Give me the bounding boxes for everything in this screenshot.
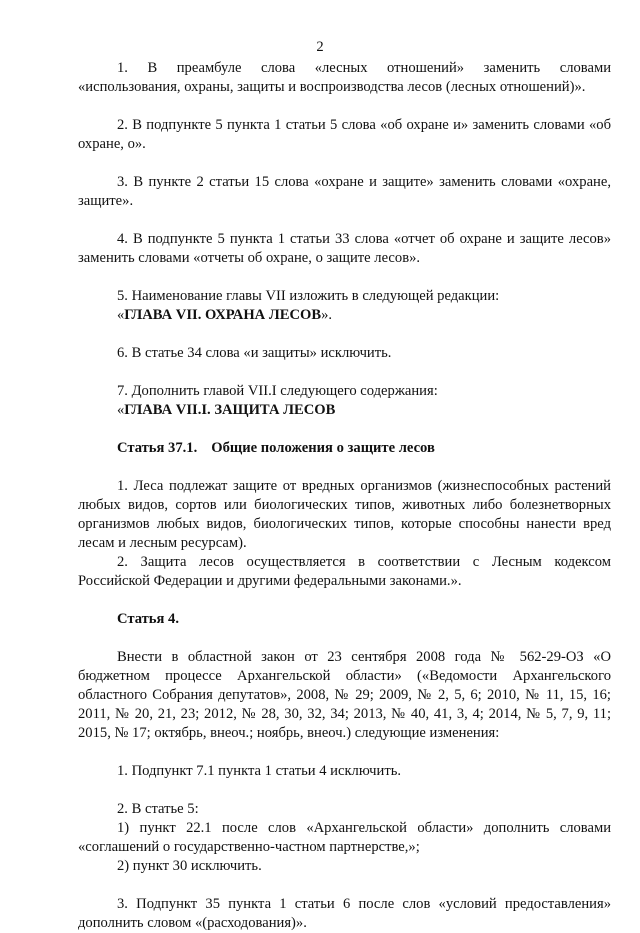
- article-4-change-2-1: 1) пункт 22.1 после слов «Архангельской области» дополнить словами «соглашений о государственно-частном партнерстве,»;: [78, 820, 611, 855]
- article-4-change-2-2: 2) пункт 30 исключить.: [117, 858, 262, 874]
- article-4-heading: Статья 4.: [117, 611, 179, 627]
- item-3: 3. В пункте 2 статьи 15 слова «охране и защите» заменить словами «охране, защите».: [78, 174, 611, 209]
- item-6: 6. В статье 34 слова «и защиты» исключить.: [117, 345, 392, 361]
- item-4: 4. В подпункте 5 пункта 1 статьи 33 слова «отчет об охране и защите лесов» заменить словами «отчеты об охране, о защите лесов».: [78, 231, 611, 266]
- article-37-1-paragraph-1: 1. Леса подлежат защите от вредных организмов (жизнеспособных растений любых видов, сортов или биологических типов, животных либо болезнетворных организмов любых видов, биологических типов, которые способны нанести вред лесам и лесным ресурсам).: [78, 478, 611, 551]
- document-body: [78, 59, 611, 933]
- item-1-line-1: 1. В преамбуле слова «лесных отношений» заменить словами: [117, 60, 611, 76]
- article-4-intro: Внести в областной закон от 23 сентября 2008 года № 562-29-ОЗ «О бюджетном процессе Архангельской области» («Ведомости Архангельского областного Собрания депутатов», 2008, № 29; 2009, № 2, 5, 6; 2010, № 11, 15, 16; 2011, № 20, 21, 23; 2012, № 28, 30, 32, 34; 2013, № 40, 41, 3, 4; 2014, № 5, 7, 9, 11; 2015, № 17; октябрь, внеоч.; ноябрь, внеоч.) следующие изменения:: [78, 649, 611, 741]
- chapter-7-heading: «ГЛАВА VII. ОХРАНА ЛЕСОВ».: [117, 307, 333, 323]
- chapter-7-1-heading: «ГЛАВА VII.I. ЗАЩИТА ЛЕСОВ: [117, 402, 336, 418]
- page-number: 2: [316, 39, 324, 55]
- item-7: 7. Дополнить главой VII.I следующего содержания:: [117, 383, 438, 399]
- article-4-change-1: 1. Подпункт 7.1 пункта 1 статьи 4 исключить.: [117, 763, 402, 779]
- article-37-1-heading: Статья 37.1. Общие положения о защите лесов: [117, 440, 435, 456]
- article-37-1-paragraph-2: 2. Защита лесов осуществляется в соответствии с Лесным кодексом Российской Федерации и другими федеральными законами.».: [78, 554, 611, 589]
- article-4-change-3: 3. Подпункт 35 пункта 1 статьи 6 после слов «условий предоставления» дополнить словом «(расходования)».: [78, 896, 611, 931]
- item-2: 2. В подпункте 5 пункта 1 статьи 5 слова «об охране и» заменить словами «об охране, о».: [78, 117, 611, 152]
- item-1-line-2: «использования, охраны, защиты и воспроизводства лесов (лесных отношений)».: [78, 79, 586, 95]
- item-5: 5. Наименование главы VII изложить в следующей редакции:: [117, 288, 500, 304]
- article-4-change-2: 2. В статье 5:: [117, 801, 199, 817]
